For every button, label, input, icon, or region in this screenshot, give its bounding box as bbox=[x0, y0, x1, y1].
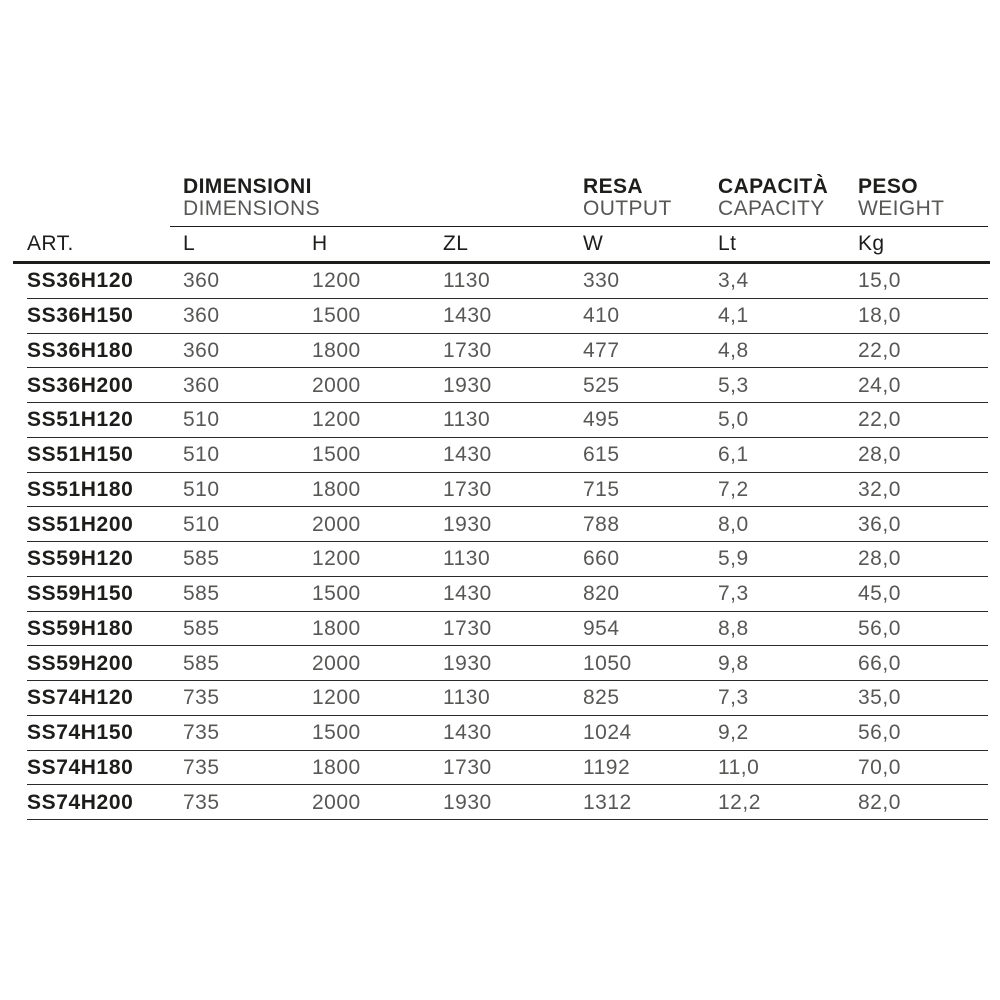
value-l: 360 bbox=[183, 338, 220, 362]
value-lt: 8,0 bbox=[718, 512, 749, 536]
value-w: 495 bbox=[583, 408, 620, 432]
value-h: 2000 bbox=[312, 373, 361, 397]
article-code: SS36H120 bbox=[27, 269, 134, 293]
value-h: 1200 bbox=[312, 408, 361, 432]
value-h: 1800 bbox=[312, 616, 361, 640]
value-lt: 4,1 bbox=[718, 304, 749, 328]
value-w: 410 bbox=[583, 304, 620, 328]
value-lt: 8,8 bbox=[718, 616, 749, 640]
value-lt: 5,3 bbox=[718, 373, 749, 397]
article-code: SS59H150 bbox=[27, 582, 134, 606]
column-header-row bbox=[13, 227, 990, 264]
value-kg: 18,0 bbox=[858, 304, 901, 328]
group-label-it: CAPACITÀ bbox=[718, 175, 829, 198]
value-kg: 66,0 bbox=[858, 651, 901, 675]
value-w: 820 bbox=[583, 582, 620, 606]
group-spacer bbox=[430, 176, 570, 227]
value-zl: 1130 bbox=[443, 547, 491, 571]
value-l: 510 bbox=[183, 408, 220, 432]
table-row bbox=[13, 507, 990, 542]
article-code: SS51H200 bbox=[27, 512, 134, 536]
value-lt: 4,8 bbox=[718, 338, 749, 362]
group-label-it: DIMENSIONI bbox=[183, 175, 312, 198]
value-w: 788 bbox=[583, 512, 620, 536]
value-zl: 1930 bbox=[443, 651, 492, 675]
value-lt: 5,9 bbox=[718, 547, 749, 571]
table-row bbox=[13, 577, 990, 612]
table-row bbox=[13, 542, 990, 577]
value-h: 2000 bbox=[312, 790, 361, 814]
value-kg: 36,0 bbox=[858, 512, 901, 536]
value-l: 585 bbox=[183, 616, 220, 640]
value-zl: 1130 bbox=[443, 686, 491, 710]
value-kg: 22,0 bbox=[858, 338, 901, 362]
value-lt: 11,0 bbox=[718, 755, 760, 779]
value-l: 510 bbox=[183, 512, 220, 536]
table-row bbox=[13, 681, 990, 716]
value-w: 525 bbox=[583, 373, 620, 397]
value-kg: 35,0 bbox=[858, 686, 901, 710]
column-header-w: W bbox=[583, 232, 604, 255]
value-zl: 1430 bbox=[443, 721, 492, 745]
table-row bbox=[13, 299, 990, 334]
value-h: 2000 bbox=[312, 512, 361, 536]
group-label-it: RESA bbox=[583, 175, 643, 198]
value-zl: 1430 bbox=[443, 304, 492, 328]
value-zl: 1730 bbox=[443, 338, 492, 362]
table-row bbox=[13, 785, 990, 820]
article-code: SS74H150 bbox=[27, 721, 134, 745]
table-row bbox=[13, 716, 990, 751]
value-kg: 28,0 bbox=[858, 443, 901, 467]
value-w: 954 bbox=[583, 616, 620, 640]
group-spacer bbox=[299, 176, 430, 227]
column-header-lt: Lt bbox=[718, 232, 737, 255]
value-l: 585 bbox=[183, 547, 220, 571]
column-group-header-row bbox=[13, 176, 990, 227]
value-kg: 24,0 bbox=[858, 373, 901, 397]
article-code: SS74H120 bbox=[27, 686, 134, 710]
value-l: 735 bbox=[183, 721, 220, 745]
article-code: SS59H200 bbox=[27, 651, 134, 675]
value-kg: 56,0 bbox=[858, 721, 901, 745]
table-row bbox=[13, 403, 990, 438]
row-divider bbox=[27, 819, 988, 820]
group-output bbox=[570, 176, 705, 227]
value-w: 1050 bbox=[583, 651, 632, 675]
group-dimensions bbox=[170, 175, 321, 227]
value-lt: 3,4 bbox=[718, 269, 749, 293]
table-row bbox=[13, 646, 990, 681]
article-code: SS36H180 bbox=[27, 338, 134, 362]
group-header-rule bbox=[170, 226, 988, 227]
value-zl: 1730 bbox=[443, 616, 492, 640]
group-label-it: PESO bbox=[858, 175, 918, 198]
value-h: 2000 bbox=[312, 651, 361, 675]
value-zl: 1930 bbox=[443, 512, 492, 536]
value-zl: 1430 bbox=[443, 443, 492, 467]
value-zl: 1130 bbox=[443, 408, 491, 432]
value-lt: 9,2 bbox=[718, 721, 749, 745]
value-zl: 1730 bbox=[443, 755, 492, 779]
value-l: 585 bbox=[183, 651, 220, 675]
value-zl: 1430 bbox=[443, 582, 492, 606]
value-kg: 70,0 bbox=[858, 755, 901, 779]
column-header-zl: ZL bbox=[443, 232, 469, 255]
value-zl: 1930 bbox=[443, 790, 492, 814]
article-code: SS74H200 bbox=[27, 790, 134, 814]
table-row bbox=[13, 368, 990, 403]
table-row bbox=[13, 334, 990, 369]
value-l: 735 bbox=[183, 686, 220, 710]
column-header-art: ART. bbox=[27, 232, 74, 255]
column-header-kg: Kg bbox=[858, 232, 885, 255]
group-label-en: CAPACITY bbox=[718, 197, 825, 221]
column-header-l: L bbox=[183, 232, 196, 255]
value-lt: 9,8 bbox=[718, 651, 749, 675]
value-kg: 15,0 bbox=[858, 269, 901, 293]
table-row bbox=[13, 612, 990, 647]
table-body bbox=[13, 264, 990, 820]
article-code: SS51H150 bbox=[27, 443, 134, 467]
group-weight bbox=[845, 176, 990, 227]
article-code: SS36H200 bbox=[27, 373, 134, 397]
article-code: SS59H120 bbox=[27, 547, 134, 571]
value-lt: 6,1 bbox=[718, 443, 749, 467]
value-w: 330 bbox=[583, 269, 620, 293]
value-l: 735 bbox=[183, 790, 220, 814]
value-l: 360 bbox=[183, 373, 220, 397]
value-kg: 45,0 bbox=[858, 582, 901, 606]
value-lt: 12,2 bbox=[718, 790, 761, 814]
article-code: SS36H150 bbox=[27, 304, 134, 328]
value-w: 715 bbox=[583, 477, 620, 501]
value-w: 1192 bbox=[583, 755, 631, 779]
value-h: 1200 bbox=[312, 269, 361, 293]
value-zl: 1130 bbox=[443, 269, 491, 293]
value-h: 1800 bbox=[312, 477, 361, 501]
value-w: 1312 bbox=[583, 790, 632, 814]
table-row bbox=[13, 438, 990, 473]
value-h: 1500 bbox=[312, 721, 361, 745]
group-label-en: OUTPUT bbox=[583, 197, 672, 221]
article-code: SS51H120 bbox=[27, 408, 134, 432]
value-l: 360 bbox=[183, 304, 220, 328]
value-kg: 56,0 bbox=[858, 616, 901, 640]
group-capacity bbox=[705, 176, 845, 227]
product-spec-table bbox=[13, 176, 990, 820]
article-code: SS59H180 bbox=[27, 616, 134, 640]
value-h: 1500 bbox=[312, 443, 361, 467]
value-w: 615 bbox=[583, 443, 620, 467]
group-spacer bbox=[13, 176, 170, 227]
value-lt: 7,2 bbox=[718, 477, 749, 501]
table-row bbox=[13, 473, 990, 508]
value-w: 660 bbox=[583, 547, 620, 571]
value-h: 1800 bbox=[312, 338, 361, 362]
value-h: 1500 bbox=[312, 582, 361, 606]
value-l: 585 bbox=[183, 582, 220, 606]
value-l: 735 bbox=[183, 755, 220, 779]
table-row bbox=[13, 751, 990, 786]
value-h: 1800 bbox=[312, 755, 361, 779]
value-lt: 7,3 bbox=[718, 582, 749, 606]
value-l: 510 bbox=[183, 443, 220, 467]
value-kg: 28,0 bbox=[858, 547, 901, 571]
value-kg: 22,0 bbox=[858, 408, 901, 432]
value-h: 1200 bbox=[312, 686, 361, 710]
value-w: 477 bbox=[583, 338, 620, 362]
column-header-h: H bbox=[312, 232, 328, 255]
value-h: 1200 bbox=[312, 547, 361, 571]
value-h: 1500 bbox=[312, 304, 361, 328]
article-code: SS74H180 bbox=[27, 755, 134, 779]
value-l: 360 bbox=[183, 269, 220, 293]
value-kg: 82,0 bbox=[858, 790, 901, 814]
article-code: SS51H180 bbox=[27, 477, 134, 501]
value-w: 1024 bbox=[583, 721, 632, 745]
table-row bbox=[13, 264, 990, 299]
value-zl: 1930 bbox=[443, 373, 492, 397]
value-kg: 32,0 bbox=[858, 477, 901, 501]
value-lt: 7,3 bbox=[718, 686, 749, 710]
value-zl: 1730 bbox=[443, 477, 492, 501]
group-label-en: WEIGHT bbox=[858, 197, 945, 221]
value-w: 825 bbox=[583, 686, 620, 710]
value-l: 510 bbox=[183, 477, 220, 501]
value-lt: 5,0 bbox=[718, 408, 749, 432]
group-label-en: DIMENSIONS bbox=[183, 197, 321, 221]
